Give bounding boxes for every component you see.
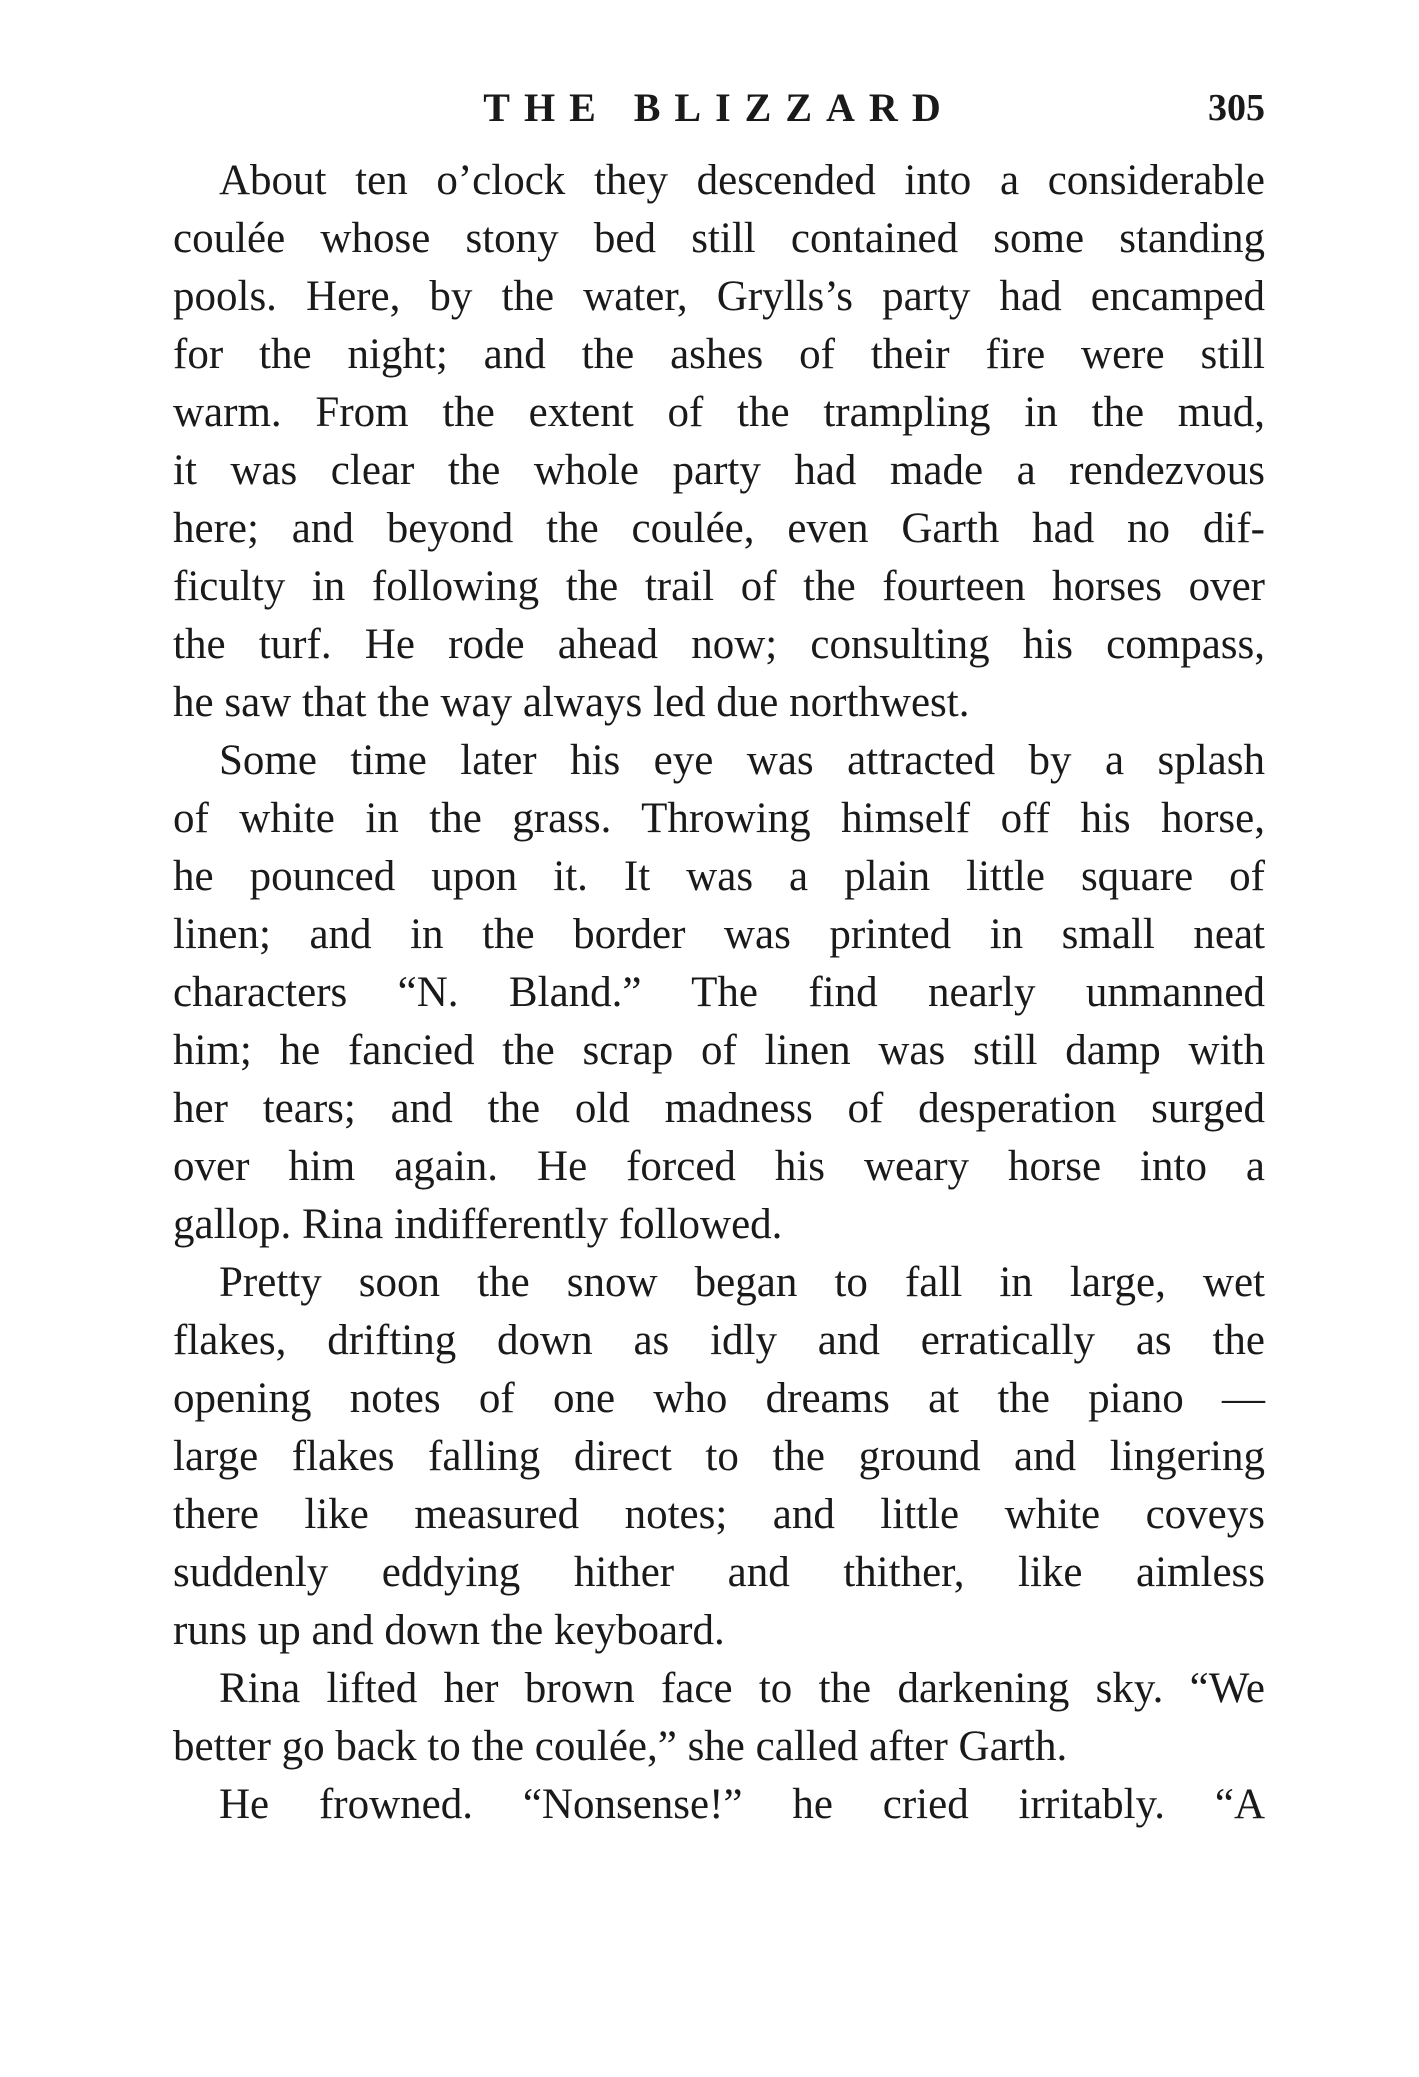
- text-line: here; and beyond the coulée, even Garth had no dif-: [173, 505, 1265, 552]
- text-line: Pretty soon the snow began to fall in large, wet: [219, 1259, 1265, 1306]
- text-line: her tears; and the old madness of desperation surged: [173, 1085, 1265, 1132]
- running-head: THE BLIZZARD: [483, 85, 955, 130]
- text-line: About ten o’clock they descended into a considerable: [219, 157, 1265, 204]
- text-line: for the night; and the ashes of their fire were still: [173, 331, 1265, 378]
- text-line: of white in the grass. Throwing himself off his horse,: [173, 795, 1265, 842]
- text-line: warm. From the extent of the trampling in the mud,: [173, 389, 1265, 436]
- text-line: He frowned. “Nonsense!” he cried irritably. “A: [219, 1781, 1265, 1828]
- text-line: there like measured notes; and little white coveys: [173, 1491, 1265, 1538]
- page-number: 305: [1208, 87, 1265, 129]
- text-line: Some time later his eye was attracted by a splash: [219, 737, 1265, 784]
- text-line: ficulty in following the trail of the fourteen horses over: [173, 563, 1265, 610]
- text-line: Rina lifted her brown face to the darkening sky. “We: [219, 1665, 1265, 1712]
- text-line: the turf. He rode ahead now; consulting his compass,: [173, 621, 1265, 668]
- text-line: runs up and down the keyboard.: [173, 1607, 725, 1654]
- text-line: gallop. Rina indifferently followed.: [173, 1201, 783, 1248]
- text-line: pools. Here, by the water, Grylls’s party had encamped: [173, 273, 1265, 320]
- text-line: opening notes of one who dreams at the piano —: [173, 1375, 1265, 1422]
- text-line: he saw that the way always led due northwest.: [173, 679, 970, 726]
- text-line: he pounced upon it. It was a plain little square of: [173, 853, 1265, 900]
- text-line: it was clear the whole party had made a rendezvous: [173, 447, 1265, 494]
- text-line: over him again. He forced his weary horse into a: [173, 1143, 1265, 1190]
- text-line: suddenly eddying hither and thither, like aimless: [173, 1549, 1265, 1596]
- text-line: flakes, drifting down as idly and erratically as the: [173, 1317, 1265, 1364]
- text-line: coulée whose stony bed still contained some standing: [173, 215, 1265, 262]
- text-line: characters “N. Bland.” The find nearly unmanned: [173, 969, 1265, 1016]
- text-line: better go back to the coulée,” she called after Garth.: [173, 1723, 1068, 1770]
- text-line: large flakes falling direct to the ground and lingering: [173, 1433, 1265, 1480]
- body-text: [173, 152, 1265, 1834]
- text-line: linen; and in the border was printed in small neat: [173, 911, 1265, 958]
- page-header: [173, 78, 1265, 138]
- text-line: him; he fancied the scrap of linen was still damp with: [173, 1027, 1265, 1074]
